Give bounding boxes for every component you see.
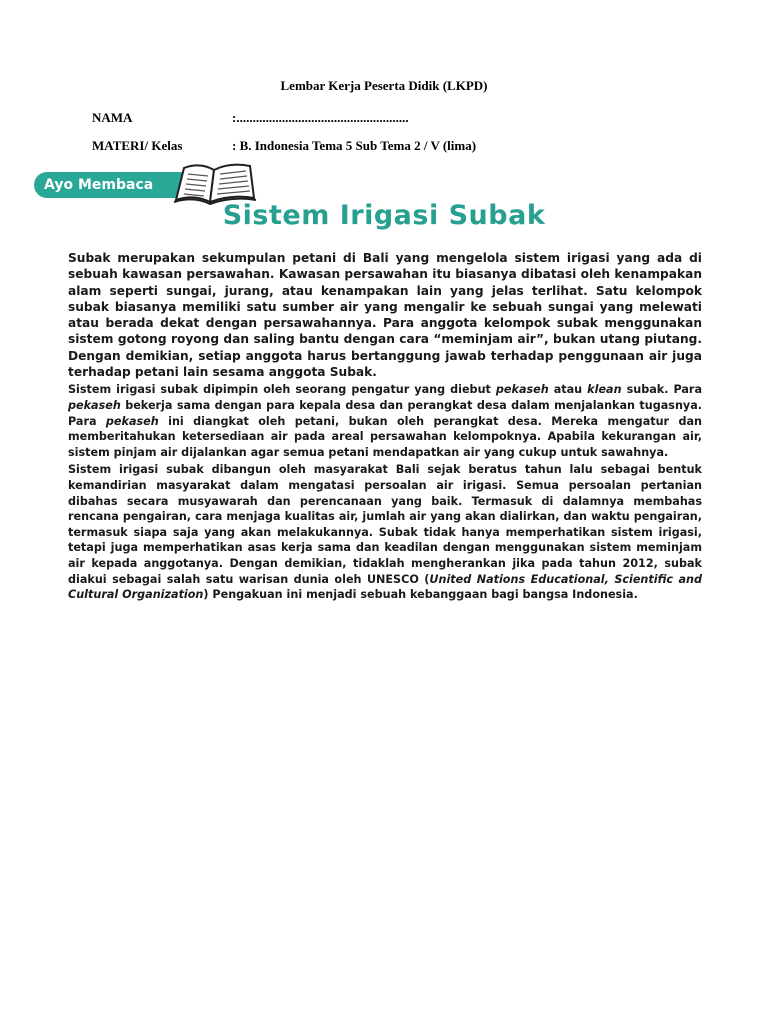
paragraph-2-text: subak. Para <box>621 383 702 397</box>
ayo-membaca-banner: Ayo Membaca <box>34 172 184 198</box>
paragraph-2-text: Sistem irigasi subak dipimpin oleh seorang pengatur yang diebut <box>68 383 496 397</box>
unesco-full-name: United Nations Educational, Scientific and Cultural Organization <box>68 572 702 602</box>
article-body <box>68 250 702 605</box>
materi-row <box>92 138 476 154</box>
paragraph-2-text: bekerja sama dengan para kepala desa dan perangkat desa dalam menjalankan tugasnya. Para <box>68 398 702 428</box>
paragraph-3-text: ) Pengakuan ini menjadi sebuah kebanggaan bagi bangsa Indonesia. <box>203 588 638 602</box>
paragraph-2-text: ini diangkat oleh petani, bukan oleh perangkat desa. Mereka mengatur dan memberitahukan ketersediaan air pada areal persawahan kelompoknya. Apabila kekurangan air, sistem pinjam air dijalankan agar semua petani mendapatkan air yang cukup untuk sawahnya. <box>68 414 702 459</box>
term-klean: klean <box>587 383 622 397</box>
term-pekaseh: pekaseh <box>105 414 159 428</box>
paragraph-2 <box>68 382 702 460</box>
worksheet-title: Lembar Kerja Peserta Didik (LKPD) <box>280 78 488 93</box>
paragraph-1: Subak merupakan sekumpulan petani di Bali yang mengelola sistem irigasi yang ada di sebuah kawasan persawahan. Kawasan persawahan itu biasanya dibatasi oleh kenampakan alam seperti sungai, jurang, atau kenampakan lain yang jelas terlihat. Satu kelompok subak biasanya memiliki satu sumber air yang mengalir ke sebuah sungai yang melewati atau berada dekat dengan persawahannya. Para anggota kelompok subak menggunakan sistem gotong royong dan saling bantu dengan cara “meminjam air”, bukan utang piutang. Dengan demikian, setiap anggota harus bertanggung jawab terhadap penggunaan air juga terhadap petani lain sesama anggota Subak. <box>68 251 702 380</box>
nama-row <box>92 110 409 126</box>
paragraph-3-text: Sistem irigasi subak dibangun oleh masyarakat Bali sejak beratus tahun lalu sebagai bentuk kemandirian masyarakat dalam mengatasi persoalan air irigasi. Semua persoalan pertanian dibahas secara musyawarah dan perencanaan yang baik. Termasuk di dalamnya membahas rencana pengairan, cara menjaga kualitas air, jumlah air yang akan dialirkan, dan waktu pengairan, termasuk siapa saja yang akan melakukannya. Subak tidak hanya memperhatikan sistem irigasi, tetapi juga memperhatikan asas kerja sama dan keadilan dengan menggunakan sistem meminjam air kepada anggotanya. Dengan demikian, tidaklah mengherankan jika pada tahun 2012, subak diakui sebagai salah satu warisan dunia oleh UNESCO ( <box>68 463 702 586</box>
term-pekaseh: pekaseh <box>68 398 121 412</box>
nama-label: NAMA <box>92 110 133 125</box>
nama-value: :..................................................... <box>232 110 409 125</box>
materi-value: : B. Indonesia Tema 5 Sub Tema 2 / V (lima) <box>232 138 477 153</box>
paragraph-3 <box>68 462 702 602</box>
article-title: Sistem Irigasi Subak <box>222 200 546 231</box>
term-pekaseh: pekaseh <box>495 383 549 397</box>
materi-label: MATERI/ Kelas <box>92 138 183 153</box>
paragraph-2-text: atau <box>548 383 588 397</box>
